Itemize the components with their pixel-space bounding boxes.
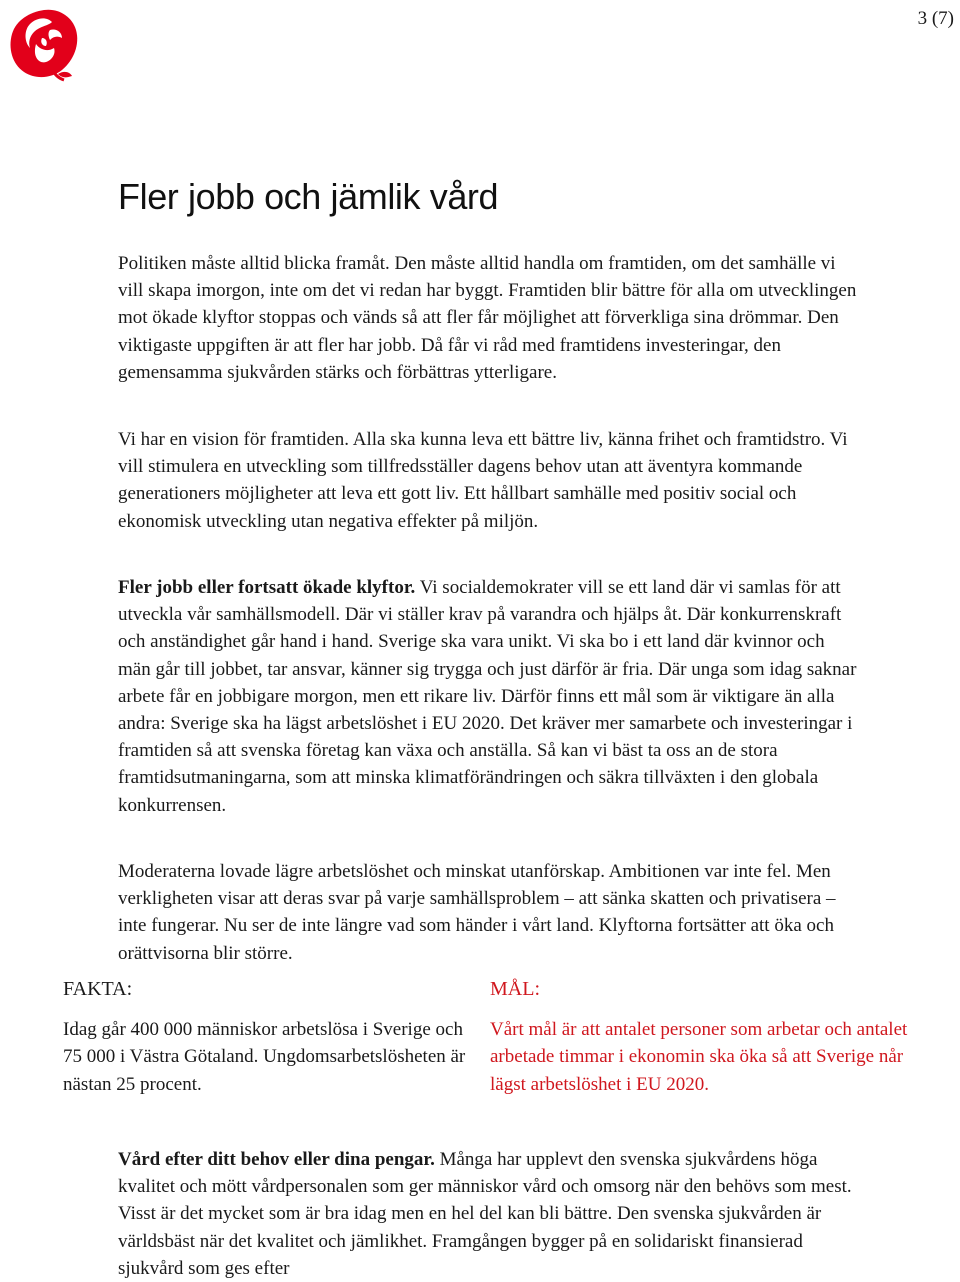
paragraph-text: Vi socialdemokrater vill se ett land där vi samlas för att utveckla vår samhällsmodell. Där vi ställer krav på varandra och hjälps åt. Där konkurrenskraft och anständighet går hand i hand. Sverige ska vara unikt. Vi ska bo i ett land där kvinnor och män går till jobbet, tar ansvar, känner sig trygga och just därför är fria. Där unga som idag saknar arbete får en jobbigare morgon, men ett rikare liv. Därför finns ett mål som är viktigare än alla andra: Sverige ska ha lägst arbetslöshet i EU 2020. Det kräver mer samarbete och investeringar i framtiden så att svenska företag kan växa och anställa. Så kan vi bäst ta oss an de stora framtidsutmaningarna, som att minska klimatförändringen och säkra tillväxten i den globala konkurrensen. [118,577,857,816]
paragraph-text: Moderaterna lovade lägre arbetslöshet och minskat utanförskap. Ambitionen var inte fel. Men verkligheten visar att deras svar på varje samhällsproblem – att sänka skatten och privatisera – inte fungerar. Nu ser de inte längre vad som händer i vårt land. Klyftorna fortsätter att öka och orättvisorna blir större. [118,861,836,964]
page-title: Fler jobb och jämlik vård [118,176,499,217]
paragraph-text: Vi har en vision för framtiden. Alla ska kunna leva ett bättre liv, känna frihet och framtidstro. Vi vill stimulera en utveckling som tillfredsställer dagens behov utan att äventyra kommande generationers möjligheter att leva ett gott liv. Ett hållbart samhälle med positiv social och ekonomisk utveckling utan negativa effekter på miljön. [118,429,848,532]
vision-paragraph [118,426,858,535]
paragraph-text: Många har upplevt den svenska sjukvårdens höga kvalitet och mött vårdpersonalen som ger människor vård och omsorg när den behövs som mest. Visst är det mycket som är bra idag men en hel del kan bli bättre. Den svenska sjukvården är världsbäst när det kvalitet och jämlikhet. Framgången bygger på en solidariskt finansierad sjukvård som ges efter [118,1149,852,1279]
page-number: 3 (7) [917,8,954,29]
fakta-heading: FAKTA: [63,978,133,1000]
paragraph-lead: Vård efter ditt behov eller dina pengar. [118,1149,435,1170]
intro-paragraph [118,250,858,386]
healthcare-paragraph [118,1146,858,1282]
paragraph-text: Politiken måste alltid blicka framåt. Den måste alltid handla om framtiden, om det samhälle vi vill skapa imorgon, inte om det vi redan har byggt. Framtiden blir bättre för alla om utvecklingen mot ökade klyftor stoppas och vänds så att fler får möjlighet att förverkliga sina drömmar. Den viktigaste uppgiften är att fler har jobb. Då får vi råd med framtidens investeringar, den gemensamma sjukvården stärks och förbättras ytterligare. [118,253,857,383]
fakta-text: Idag går 400 000 människor arbetslösa i Sverige och 75 000 i Västra Götaland. Ungdomsarbetslösheten är nästan 25 procent. [63,1019,466,1095]
mal-heading: MÅL: [490,978,540,1000]
jobs-paragraph [118,574,858,819]
moderates-paragraph [118,858,858,967]
mal-text: Vårt mål är att antalet personer som arbetar och antalet arbetade timmar i ekonomin ska öka så att Sverige når lägst arbetslöshet i EU 2020. [490,1019,908,1095]
rose-logo-icon [6,4,82,84]
paragraph-lead: Fler jobb eller fortsatt ökade klyftor. [118,577,416,598]
